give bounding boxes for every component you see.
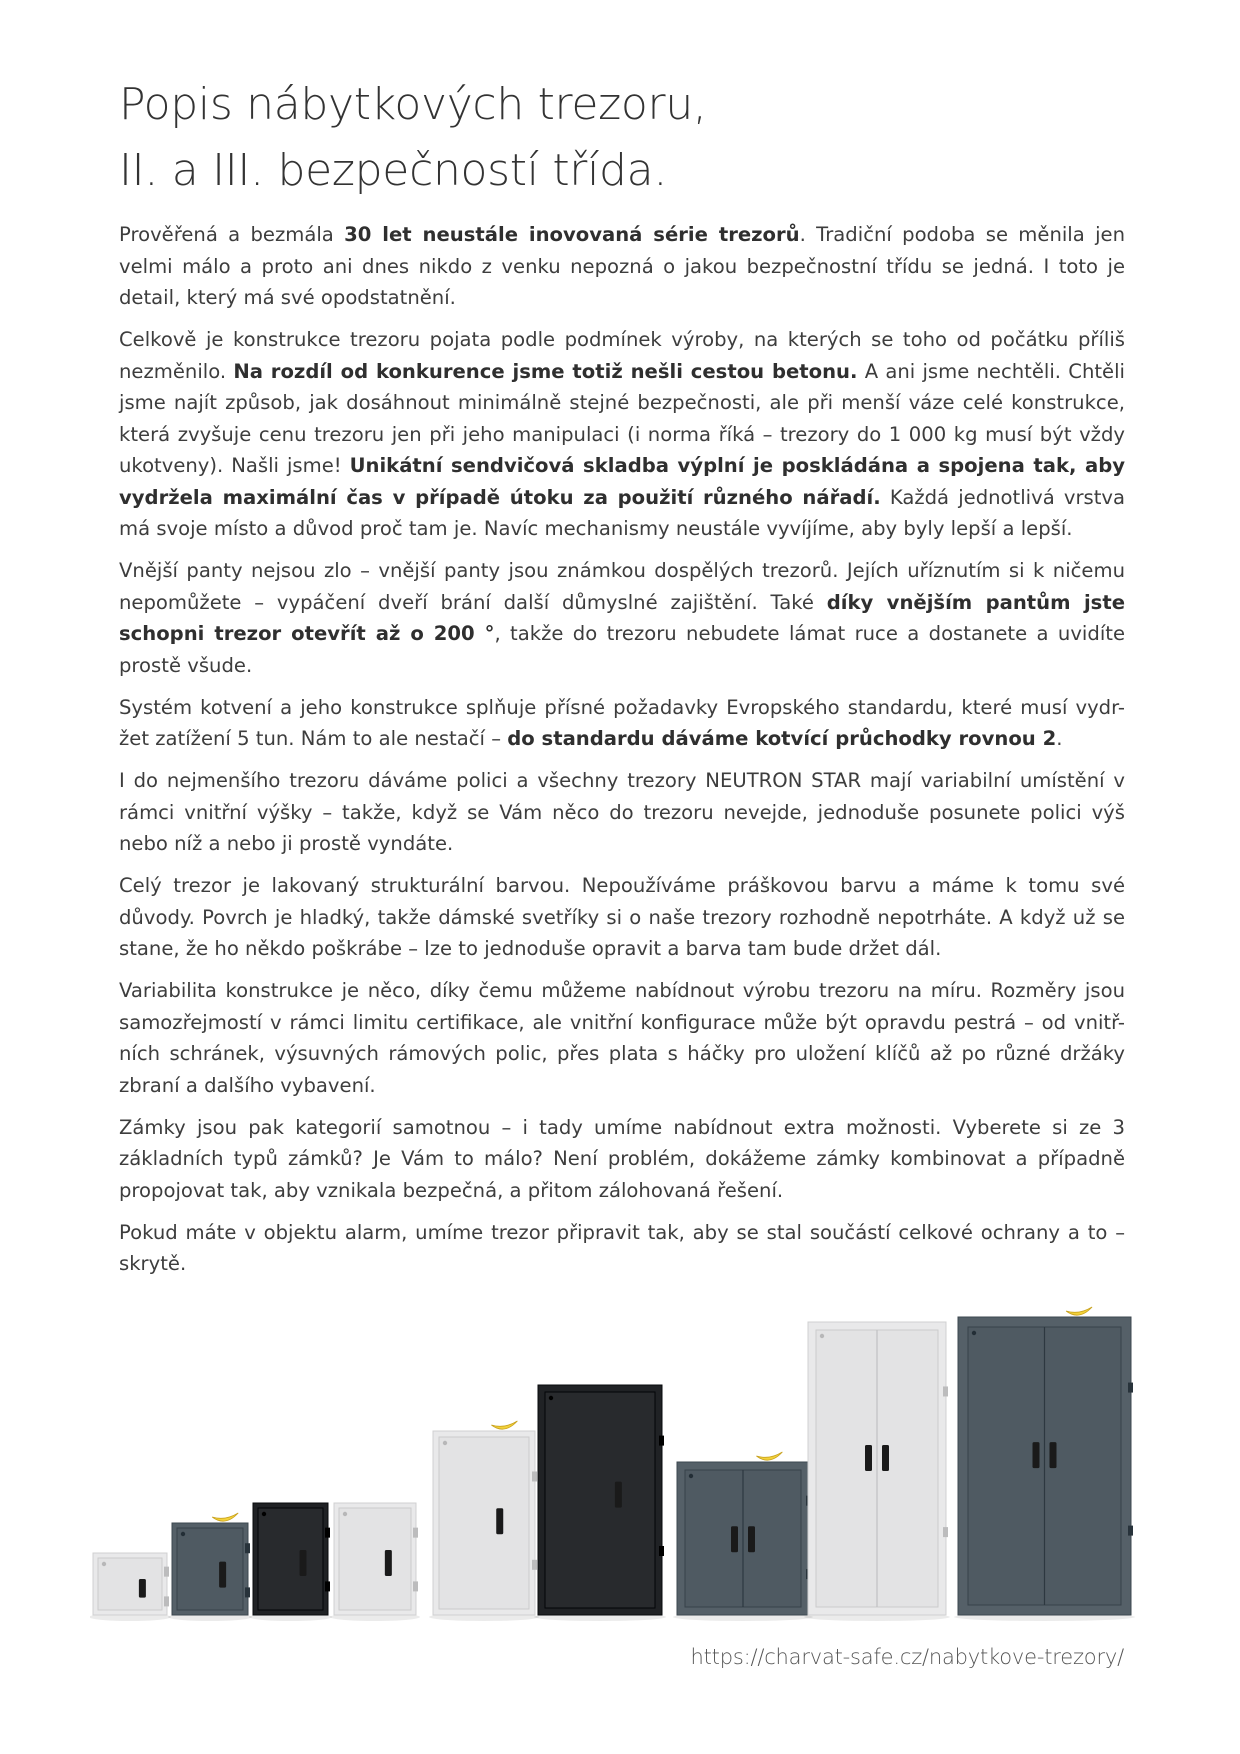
hinge-icon bbox=[245, 1587, 250, 1597]
title-line-1: Popis nábytkových trezoru, bbox=[119, 79, 707, 130]
bold-text: Unikátní sendvičová skladba výplní je poskládána a spojena tak, aby vydržela maximální čas v případě útoku za použití různého nářadí. bbox=[119, 454, 1126, 509]
paragraph bbox=[119, 765, 1125, 860]
door-handle-icon bbox=[1033, 1442, 1040, 1468]
door-handle-icon bbox=[385, 1550, 392, 1576]
safe-6 bbox=[534, 1385, 666, 1621]
door-handle-icon bbox=[219, 1562, 226, 1588]
hinge-icon bbox=[532, 1471, 537, 1481]
text-run: . bbox=[1056, 727, 1063, 750]
safes-product-illustration bbox=[90, 1300, 1150, 1630]
brand-logo-icon bbox=[181, 1532, 185, 1536]
hinge-icon bbox=[943, 1527, 948, 1537]
hinge-icon bbox=[325, 1528, 330, 1538]
paragraph bbox=[119, 1217, 1125, 1280]
text-run: I do nejmenšího trezoru dáváme polici a všechny trezory NEUTRON STAR mají variabilní umístění v rámci vnitřní výšky – takže, když se Vám něco do trezoru nevejde, jednoduše posunete polici výš nebo níž a nebo ji prostě vyndáte. bbox=[119, 769, 1125, 855]
hinge-icon bbox=[1128, 1526, 1133, 1536]
hinge-icon bbox=[164, 1596, 169, 1606]
hinge-icon bbox=[659, 1546, 664, 1556]
brand-logo-icon bbox=[262, 1512, 266, 1516]
banana-icon bbox=[212, 1513, 238, 1521]
bold-text: díky vnějším pantům jste schopni trezor otevřít až o 200 ° bbox=[119, 590, 1125, 645]
brand-logo-icon bbox=[689, 1474, 693, 1478]
safe-door bbox=[258, 1508, 323, 1610]
text-run: Pokud máte v objektu alarm, umíme trezor připravit tak, aby se stal součástí celkové ochrany a to – skrytě. bbox=[119, 1220, 1125, 1275]
paragraph bbox=[119, 1112, 1125, 1207]
safe-4 bbox=[330, 1503, 420, 1621]
title-line-2: II. a III. bezpečností třída. bbox=[119, 145, 668, 196]
banana-icon bbox=[756, 1452, 782, 1460]
door-handle-icon bbox=[139, 1579, 146, 1598]
text-run: Zámky jsou pak kategorií samotnou – i tady umíme nabídnout extra možnosti. Vyberete si ze 3 základních typů zámků? Je Vám to málo? Není problém, dokážeme zámky kombinovat a případně propojovat tak, aby vznikala bezpečná, a přitom zálohovaná řešení. bbox=[119, 1115, 1125, 1202]
text-run: Celý trezor je lakovaný strukturální barvou. Nepoužíváme práškovou barvu a máme k tomu své důvody. Povrch je hladký, takže dámské svetříky si o naše trezory rozhodně nepotrháte. A když už se stane, že ho někdo poškrábe – lze to jednoduše opravit a barva tam bude držet dál. bbox=[119, 874, 1125, 960]
safe-door bbox=[545, 1392, 655, 1608]
hinge-icon bbox=[325, 1581, 330, 1591]
safe-8 bbox=[804, 1322, 950, 1621]
safe-door bbox=[98, 1558, 162, 1610]
bold-text: do standardu dáváme kotvící průchodky rovnou 2 bbox=[507, 727, 1057, 750]
safe-door bbox=[339, 1508, 411, 1610]
hinge-icon bbox=[532, 1560, 537, 1570]
paragraph bbox=[119, 324, 1125, 545]
safe-1 bbox=[90, 1553, 171, 1621]
source-url-link[interactable]: https://charvat-safe.cz/nabytkove-trezory/ bbox=[690, 1645, 1124, 1669]
door-handle-icon bbox=[1050, 1442, 1057, 1468]
door-handle-icon bbox=[615, 1482, 622, 1508]
text-run: Prověřená a bezmála bbox=[119, 223, 345, 246]
brand-logo-icon bbox=[102, 1562, 106, 1566]
text-run: Každá jednotlivá vrstva má svoje místo a důvod proč tam je. Navíc mechanismy neustále vyvíjíme, aby byly lepší a lepší. bbox=[119, 485, 1125, 540]
text-run: , takže do trezoru nebudete lámat ruce a dostanete a uvidíte prostě všude. bbox=[119, 622, 1125, 677]
bold-text: Na rozdíl od konkurence jsme totiž nešli cestou betonu. bbox=[233, 359, 858, 383]
safe-door bbox=[439, 1437, 529, 1609]
safe-2 bbox=[168, 1513, 252, 1621]
paragraph bbox=[119, 870, 1125, 965]
banana-icon bbox=[1066, 1307, 1092, 1315]
safe-5 bbox=[429, 1421, 539, 1621]
door-handle-icon bbox=[300, 1550, 307, 1576]
brand-logo-icon bbox=[972, 1331, 976, 1335]
brand-logo-icon bbox=[820, 1334, 824, 1338]
hinge-icon bbox=[413, 1528, 418, 1538]
hinge-icon bbox=[659, 1436, 664, 1446]
hinge-icon bbox=[943, 1386, 948, 1396]
paragraph bbox=[119, 219, 1125, 314]
paragraph bbox=[119, 555, 1125, 681]
hinge-icon bbox=[245, 1543, 250, 1553]
door-handle-icon bbox=[731, 1526, 738, 1552]
hinge-icon bbox=[164, 1567, 169, 1577]
text-run: Systém kotvení a jeho konstrukce splňuje přísné požadavky Evropského standardu, které musí vydr- žet zatížení 5 tun. Nám to ale nestačí – bbox=[119, 695, 1125, 750]
safe-7 bbox=[673, 1452, 813, 1621]
paragraph bbox=[119, 975, 1125, 1101]
bold-text: 30 let neustále inovovaná série trezorů bbox=[344, 223, 800, 246]
door-handle-icon bbox=[865, 1445, 872, 1471]
text-run: Celkově je konstrukce trezoru pojata podle podmínek výroby, na kterých se toho od počátku příliš nezměnilo. bbox=[119, 328, 1125, 383]
brand-logo-icon bbox=[549, 1396, 553, 1400]
page-title bbox=[119, 72, 1119, 204]
safe-9 bbox=[954, 1307, 1135, 1621]
paragraph bbox=[119, 692, 1125, 755]
text-run: . Tradiční podoba se měnila jen velmi málo a proto ani dnes nikdo z venku nepozná o jakou bezpečnostní třídu se jedná. I toto je detail, který má své opodstatnění. bbox=[119, 223, 1125, 309]
door-handle-icon bbox=[496, 1508, 503, 1534]
brand-logo-icon bbox=[443, 1441, 447, 1445]
text-run: A ani jsme nechtěli. Chtěli jsme najít způsob, jak dosáhnout minimálně stejné bezpečnosti, ale při menší váze celé konstrukce, která zvyšuje cenu trezoru jen při jeho manipulaci (i norma říká – trezory do 1 000 kg musí být vždy ukotveny). Našli jsme! bbox=[119, 359, 1125, 477]
hinge-icon bbox=[413, 1581, 418, 1591]
banana-icon bbox=[491, 1421, 517, 1429]
brand-logo-icon bbox=[343, 1512, 347, 1516]
hinge-icon bbox=[1128, 1383, 1133, 1393]
safe-door bbox=[177, 1528, 243, 1610]
text-run: Variabilita konstrukce je něco, díky čemu můžeme nabídnout výrobu trezoru na míru. Rozměry jsou samozřejmostí v rámci limitu certifikace, ale vnitřní konfigurace může být opravdu pestrá – od vnitř- ních schránek, výsuvných rámových polic, přes plata s háčky pro uložení klíčů až po různé držáky zbraní a dalšího vybavení. bbox=[119, 979, 1125, 1097]
door-handle-icon bbox=[748, 1526, 755, 1552]
door-handle-icon bbox=[882, 1445, 889, 1471]
text-run: Vnější panty nejsou zlo – vnější panty jsou známkou dospělých trezorů. Jejích uříznutím si k ničemu nepomůžete – vypáčení dveří brání další důmyslné zajištění. Také bbox=[119, 559, 1125, 614]
safe-3 bbox=[249, 1503, 332, 1621]
article-body bbox=[119, 219, 1125, 1290]
